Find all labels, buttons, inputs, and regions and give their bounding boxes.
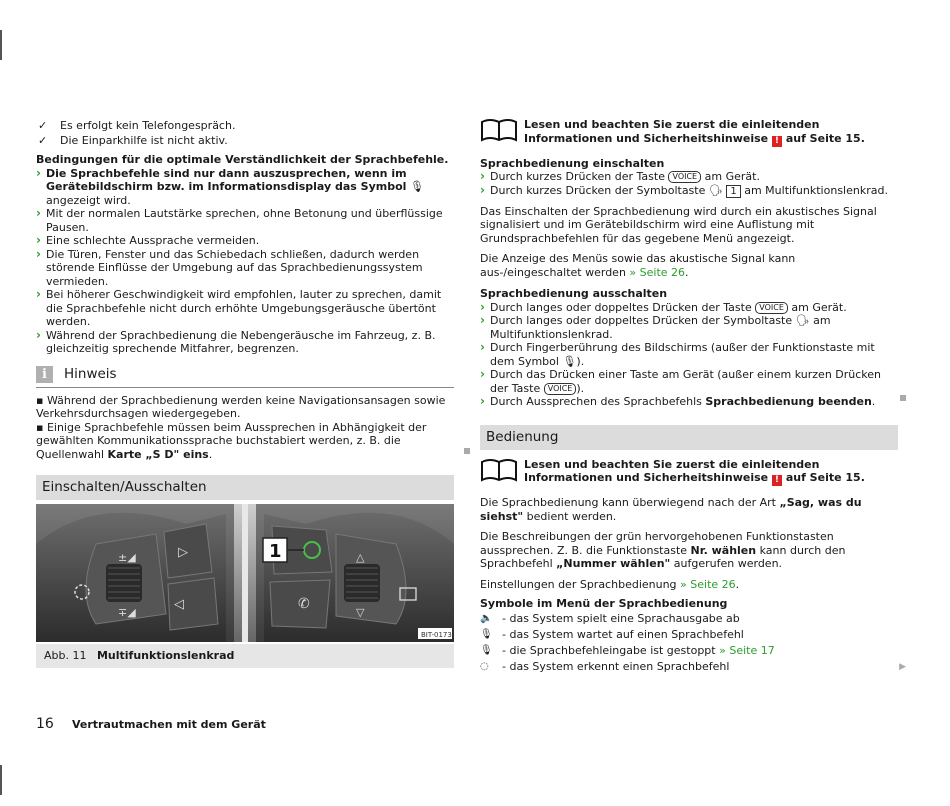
voice-key: VOICE [544,383,577,395]
paragraph: Das Einschalten der Sprachbedienung wird durch ein akustisches Signal signalisiert und im Gerätebildschirm wird eine Auflistung mit Grundsprachbefehlen für das gegebene Menü angezeigt. [480,204,877,245]
bullet-item: › Durch Aussprechen des Sprachbefehls Sprachbedienung beenden. [480,395,898,409]
mic-stopped-icon: 🎙 [562,354,577,368]
bullet-item: › Eine schlechte Aussprache vermeiden. [36,233,260,247]
crop-mark-top [0,30,2,60]
continue-arrow-icon: ▶ [899,661,906,672]
section-title: Bedienung [480,425,898,450]
voice-control-icon: 🗣 [795,314,810,327]
svg-text:◁: ◁ [174,597,184,612]
bullet-item: › Durch kurzes Drücken der Symboltaste 🗣 1 am Multifunktionslenkrad. [480,182,888,197]
symbol-item: 🎙 - das System wartet auf einen Sprachbefehl [480,627,744,641]
paragraph: Die Beschreibungen der grün hervorgehobenen Funktionstasten aussprechen. Z. B. die Funktionstaste Nr. wählen kann durch den Sprachbefehl „Nummer wählen" aufgerufen werden. [480,530,846,570]
safety-notice: Lesen und beachten Sie zuerst die einleitenden Informationen und Sicherheitshinweise ! auf Seite 15. [480,118,898,147]
symbol-item: 🔈 - das System spielt eine Sprachausgabe ab [480,611,740,625]
page-number: 16 [36,716,54,732]
symbol-item: 🎙 - die Sprachbefehleingabe ist gestoppt » Seite 17 [480,643,775,657]
bullet-item: › Durch Fingerberührung des Bildschirms (außer der Funktionstaste mit dem Symbol 🎙). [480,340,875,368]
bullet-item: › Durch langes oder doppeltes Drücken der Taste VOICE am Gerät. [480,299,847,314]
steering-wheel-illustration [36,504,454,642]
mic-stopped-icon: 🎙 [480,644,493,656]
svg-text:∓◢: ∓◢ [118,606,136,619]
speaker-icon: 🔈 [480,612,493,624]
svg-text:▷: ▷ [178,545,188,560]
check-item: ✓ Die Einparkhilfe ist nicht aktiv. [38,134,228,147]
info-icon: i [36,366,53,383]
bullet-item: › Die Türen, Fenster und das Schiebedach schließen, dadurch werden störende Einflüsse der Umgebung auf das Sprachbedienungssystem vermieden. [36,246,423,288]
key-number-box: 1 [726,185,740,198]
book-icon [480,458,518,482]
svg-text:▽: ▽ [356,606,365,619]
mic-icon: 🎙 [480,628,493,640]
bullet-item: › Durch langes oder doppeltes Drücken der Symboltaste 🗣 am Multifunktionslenkrad. [480,313,831,341]
voice-key: VOICE [668,171,701,183]
bullet-item: › Mit der normalen Lautstärke sprechen, ohne Betonung und überflüssige Pausen. [36,206,443,234]
hint-header [36,366,454,383]
end-marker [464,448,470,454]
figure-caption: Abb. 11 Multifunktionslenkrad [36,644,454,668]
figure-callout-1: 1 [269,541,282,562]
crop-mark-bottom [0,765,2,795]
warning-icon: ! [772,136,782,147]
paragraph: Die Sprachbedienung kann überwiegend nach der Art „Sag, was du siehst" bedient werden. [480,496,862,523]
bullet-item: › Bei höherer Geschwindigkeit wird empfohlen, lauter zu sprechen, damit die Sprachbefehle nicht durch erhöhte Umgebungsgeräusche übertönt werden. [36,287,442,328]
paragraph: Die Anzeige des Menüs sowie das akustische Signal kann aus-/eingeschaltet werden » Seite 26. [480,252,796,279]
conditions-title: Bedingungen für die optimale Verständlichkeit der Sprachbefehle. [36,153,449,166]
hint-divider [36,387,454,388]
end-marker [900,395,906,401]
hint-text: ▪ Einige Sprachbefehle müssen beim Aussprechen in Abhängigkeit der gewählten Kommunikationssprache buchstabiert werden, z. B. die Quellenwahl Karte „S D" eins. [36,421,454,462]
hint-title: Hinweis [64,366,117,382]
check-item: ✓ Es erfolgt kein Telefongespräch. [38,119,236,132]
left-column [36,118,454,668]
figure-code: BIT-0173 [421,631,452,639]
safety-notice: Lesen und beachten Sie zuerst die einleitenden Informationen und Sicherheitshinweise ! auf Seite 15. [480,458,898,487]
bullet-item: › Während der Sprachbedienung die Nebengeräusche im Fahrzeug, z. B. gleichzeitig sprechende Mitfahrer, begrenzen. [36,327,436,355]
bullet-item: › Durch das Drücken einer Taste am Gerät (außer einem kurzen Drücken der Taste VOICE ). [480,367,882,395]
svg-text:±◢: ±◢ [118,551,136,564]
right-column [480,118,906,675]
bullet-item: › Durch kurzes Drücken der Taste VOICE am Gerät. [480,169,760,183]
footer-title: Vertrautmachen mit dem Gerät [72,718,266,731]
svg-text:✆: ✆ [298,596,310,612]
subheading: Sprachbedienung einschalten [480,156,665,170]
paragraph: Einstellungen der Sprachbedienung » Seite 26. [480,577,740,591]
steering-wheel-figure [36,504,454,642]
voice-key: VOICE [755,302,788,314]
section-title: Einschalten/Ausschalten [36,475,454,500]
symbol-item: ◌ - das System erkennt einen Sprachbefehl ▶ [480,659,906,673]
mic-icon: 🎙 [409,180,424,193]
voice-control-icon: 🗣 [708,183,723,197]
book-icon [480,118,518,142]
svg-text:△: △ [356,551,365,564]
hint-text: ▪ Während der Sprachbedienung werden keine Navigationsansagen sowie Verkehrsdurchsagen wiedergegeben. [36,393,446,420]
subheading: Sprachbedienung ausschalten [480,287,668,300]
recognizing-icon: ◌ [480,660,489,672]
subheading: Symbole im Menü der Sprachbedienung [480,597,728,610]
bullet-item: › Die Sprachbefehle sind nur dann auszusprechen, wenn im Gerätebildschirm bzw. im Informationsdisplay das Symbol 🎙 angezeigt wird. [36,165,424,207]
warning-icon: ! [772,475,782,486]
